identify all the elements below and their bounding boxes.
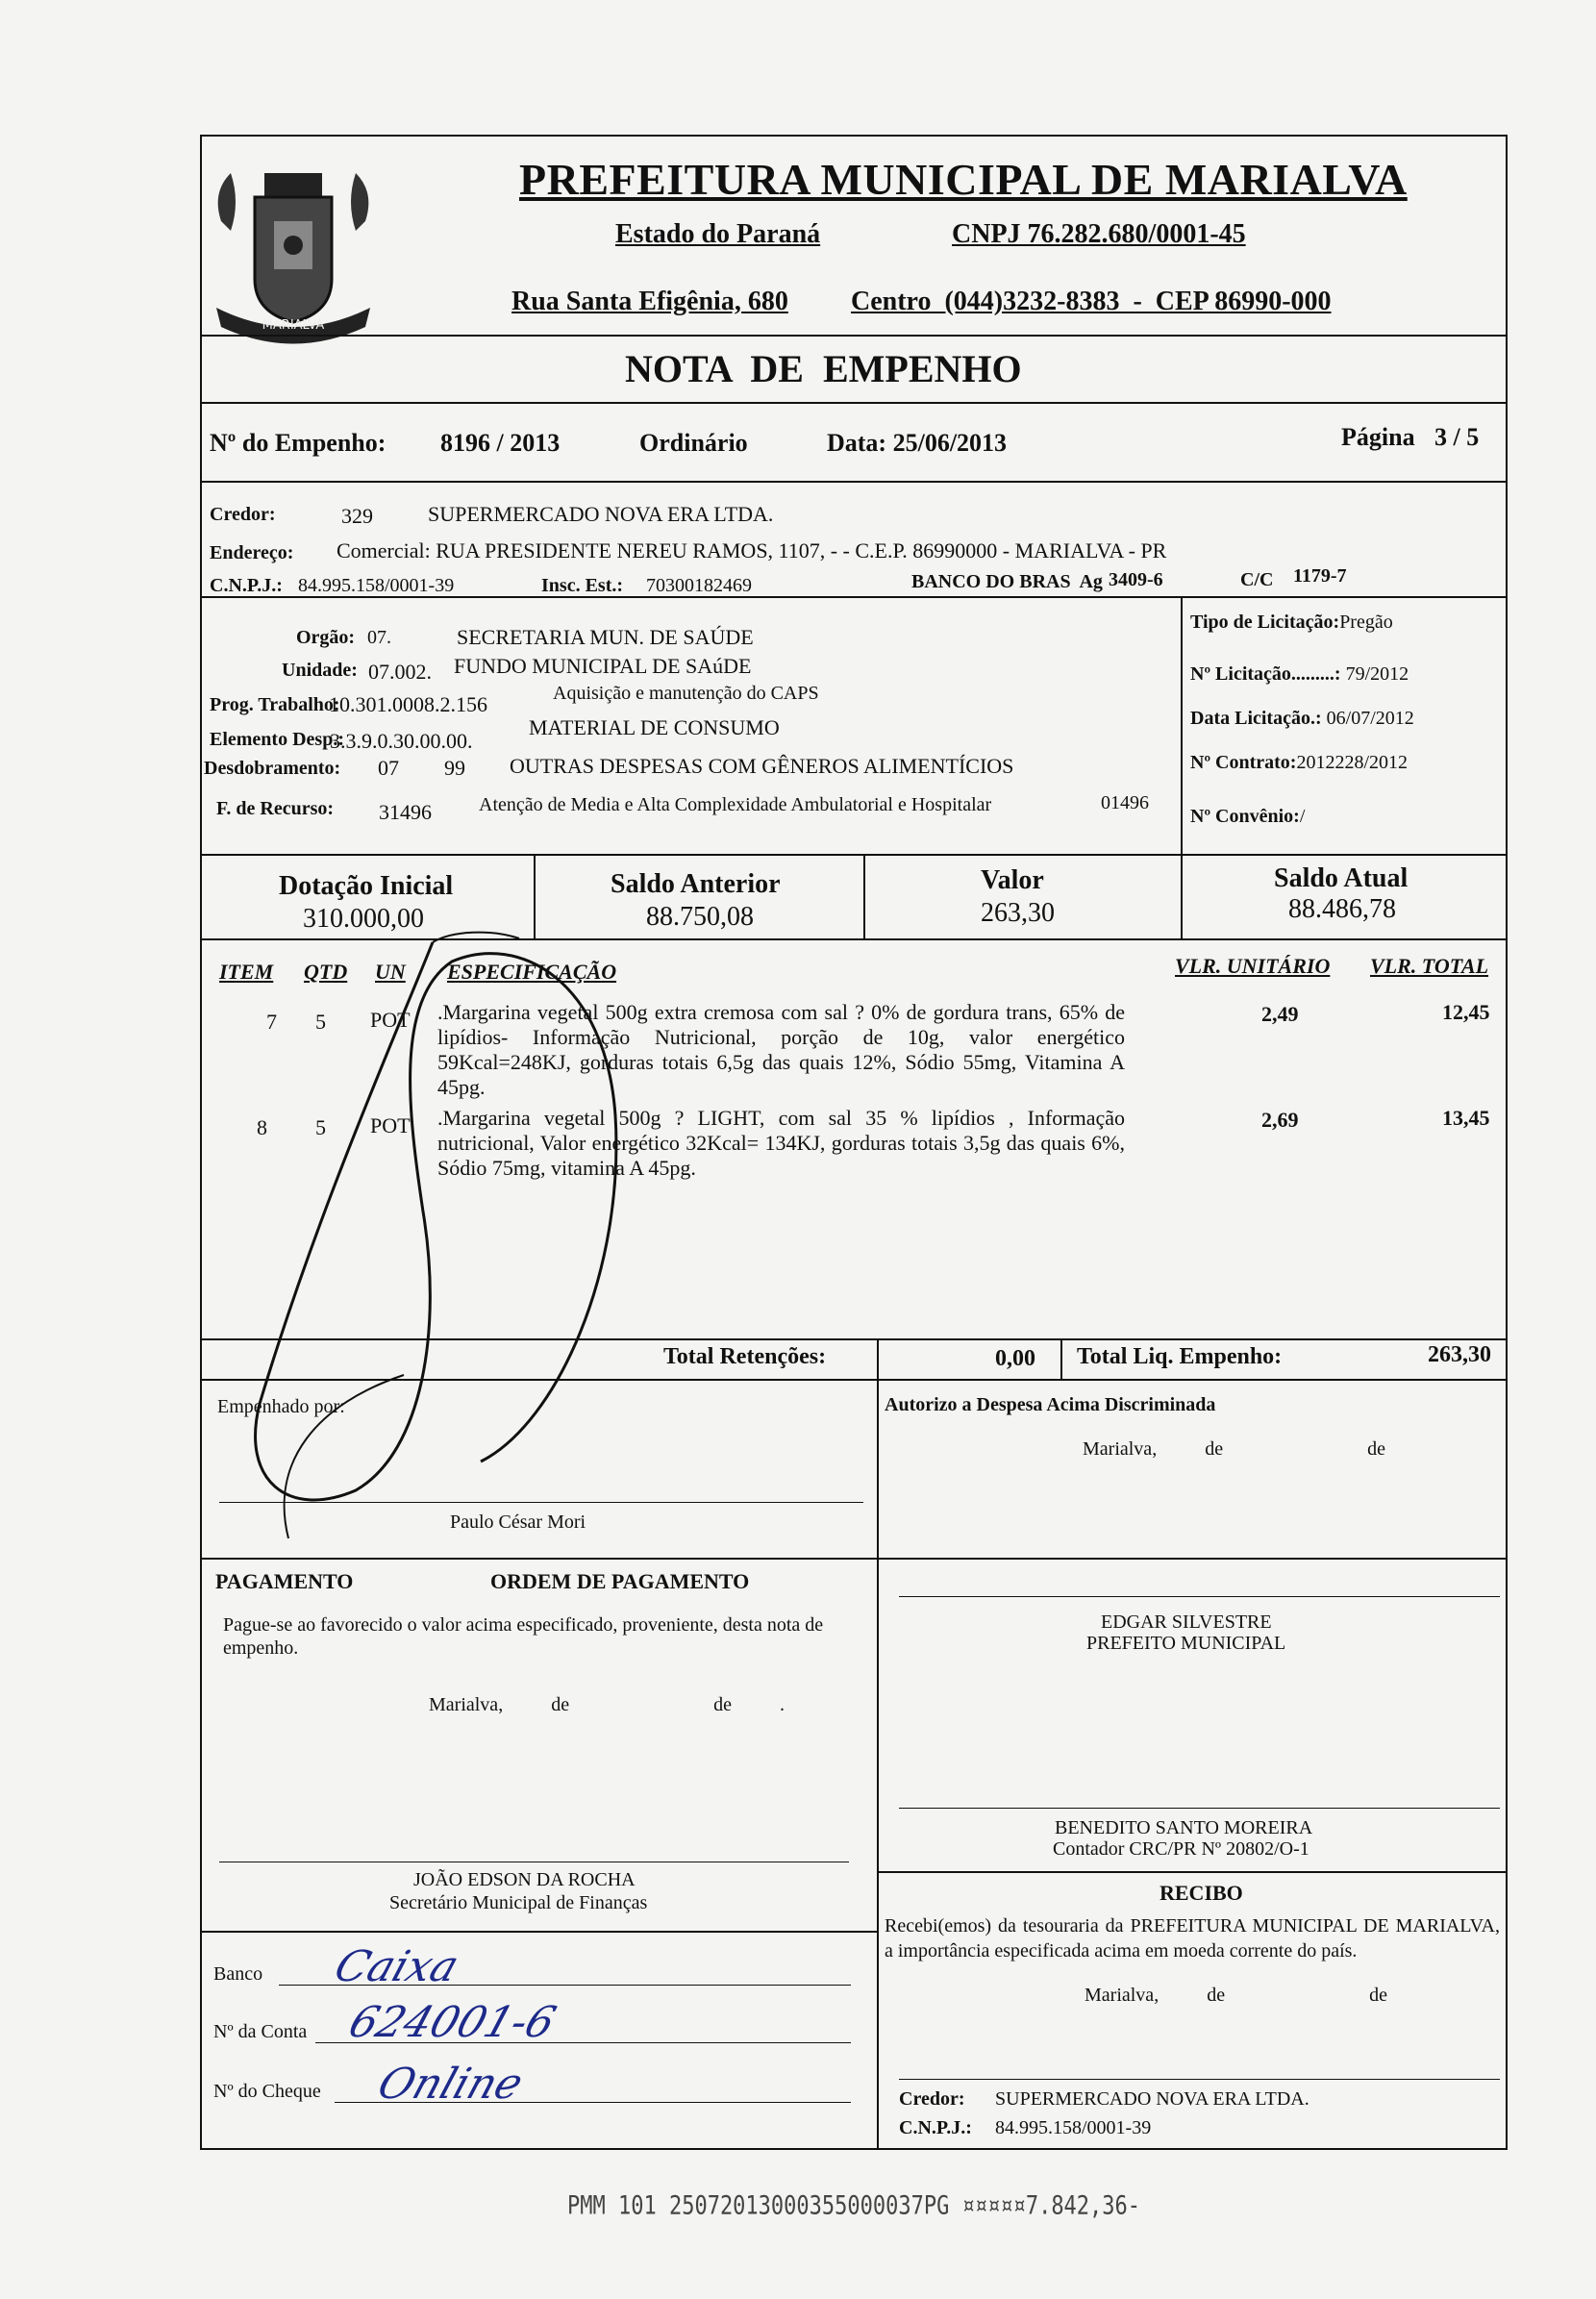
edgar-name: EDGAR SILVESTRE: [1101, 1612, 1272, 1633]
saldo-atual-label: Saldo Atual: [1274, 863, 1409, 893]
elemento-label: Elemento Desp.:: [210, 729, 344, 750]
empenhado-por-label: Empenhado por:: [217, 1396, 345, 1417]
saldo-anterior-value: 88.750,08: [646, 902, 754, 932]
banco-label: Banco: [213, 1963, 263, 1985]
prog-name: Aquisição e manutenção do CAPS: [553, 683, 819, 704]
col-vlr-unitario: VLR. UNITÁRIO: [1175, 954, 1331, 978]
valor-label: Valor: [981, 865, 1044, 895]
autorizo-date-line: Marialva, de de: [1083, 1438, 1385, 1460]
table-row-unit: 2,49: [1261, 1002, 1299, 1026]
handwritten-signature-loop: [202, 923, 644, 1538]
table-row-desc: .Margarina vegetal 500g ? LIGHT, com sal 35 % lipídios , Informação nutricional, Valor energético 32Kcal= 134KJ, gorduras totais 3,5g das quais 6%, Sódio 75mg, vitamina A 45pg.: [437, 1106, 1125, 1180]
empenho-type: Ordinário: [639, 429, 748, 457]
saldo-anterior-label: Saldo Anterior: [611, 869, 781, 899]
page-label: Página: [1341, 423, 1415, 451]
table-row-qtd: 5: [315, 1010, 326, 1034]
credor-cnpj: 84.995.158/0001-39: [298, 575, 455, 596]
paulo-name: Paulo César Mori: [450, 1512, 586, 1533]
orgao-name: SECRETARIA MUN. DE SAÚDE: [457, 625, 754, 649]
contact-label: Centro (044)3232-8383 - CEP 86990-000: [851, 287, 1332, 316]
cnpj-label: CNPJ 76.282.680/0001-45: [952, 219, 1246, 249]
benedito-role: Contador CRC/PR Nº 20802/O-1: [1053, 1838, 1309, 1860]
col-qtd: QTD: [304, 960, 348, 984]
saldo-atual-value: 88.486,78: [1288, 894, 1396, 924]
licitacao-date-value: 06/07/2012: [1326, 708, 1414, 729]
cheque-handwritten: Online: [371, 2060, 530, 2109]
table-row-un: POT: [370, 1113, 411, 1137]
pagamento-label: PAGAMENTO: [215, 1569, 354, 1593]
svg-text:MARIALVA: MARIALVA: [262, 318, 325, 333]
conta-handwritten: 624001-6: [342, 1998, 562, 2047]
benedito-name: BENEDITO SANTO MOREIRA: [1055, 1817, 1313, 1838]
dotacao-value: 310.000,00: [303, 904, 424, 934]
prog-label: Prog. Trabalho:: [210, 694, 340, 715]
orgao-code: 07.: [367, 627, 391, 648]
col-item: ITEM: [219, 960, 274, 984]
elemento-name: MATERIAL DE CONSUMO: [529, 715, 780, 739]
empenho-date: Data: 25/06/2013: [827, 429, 1008, 457]
credor-code: 329: [341, 504, 373, 528]
table-row-total: 12,45: [1442, 1000, 1490, 1024]
total-liquido-label: Total Liq. Empenho:: [1077, 1344, 1283, 1369]
recibo-cnpj-label: C.N.P.J.:: [899, 2117, 972, 2138]
recibo-credor-label: Credor:: [899, 2088, 965, 2110]
bank-name: BANCO DO BRAS Ag: [911, 571, 1103, 592]
page-number: 3 / 5: [1434, 423, 1480, 451]
table-row-desc: .Margarina vegetal 500g extra cremosa com sal ? 0% de gordura trans, 65% de lipídios- Informação Nutricional, porção de 10g, valor energético 59Kcal=248KJ, gorduras totais 6,5g das quais 12%, Sódio 55mg, Vitamina A 45pg.: [437, 1000, 1125, 1099]
unidade-label: Unidade:: [282, 660, 358, 681]
orgao-label: Orgão:: [296, 627, 356, 648]
table-row-item: 7: [266, 1010, 277, 1034]
contrato-label: Nº Contrato:2012228/2012: [1190, 752, 1409, 773]
address-field-label: Endereço:: [210, 542, 294, 563]
cc-label: C/C: [1240, 569, 1274, 590]
col-un: UN: [375, 960, 406, 984]
recurso-name: Atenção de Media e Alta Complexidade Ambulatorial e Hospitalar: [479, 794, 992, 815]
licitacao-date-label: Data Licitação.: 06/07/2012: [1190, 708, 1414, 729]
unidade-name: FUNDO MUNICIPAL DE SAúDE: [454, 654, 752, 678]
licitacao-number-label: Nº Licitação.........: 79/2012: [1190, 663, 1409, 685]
dotacao-label: Dotação Inicial: [279, 871, 454, 901]
table-row-item: 8: [257, 1115, 267, 1139]
table-row-unit: 2,69: [1261, 1108, 1299, 1132]
table-row-un: POT: [370, 1008, 411, 1032]
recurso-code: 31496: [379, 800, 432, 824]
prog-code: 10.301.0008.2.156: [329, 692, 487, 716]
pagamento-date-line: Marialva, de de .: [429, 1694, 785, 1715]
desdobramento-code-2: 99: [444, 756, 465, 780]
insc-value: 70300182469: [646, 575, 752, 596]
empenho-number-label: Nº do Empenho:: [210, 429, 387, 457]
table-row-total: 13,45: [1442, 1106, 1490, 1130]
cnpj-field-label: C.N.P.J.:: [210, 575, 283, 596]
bank-agency: 3409-6: [1109, 569, 1163, 590]
insc-label: Insc. Est.:: [541, 575, 624, 596]
credor-address: Comercial: RUA PRESIDENTE NEREU RAMOS, 1107, - - C.E.P. 86990000 - MARIALVA - PR: [337, 538, 1167, 562]
recurso-label: F. de Recurso:: [216, 798, 335, 819]
page-title: PREFEITURA MUNICIPAL DE MARIALVA: [519, 155, 1408, 204]
table-row-qtd: 5: [315, 1115, 326, 1139]
recurso-code-2: 01496: [1101, 792, 1149, 813]
address-label: Rua Santa Efigênia, 680: [511, 287, 788, 316]
credor-name: SUPERMERCADO NOVA ERA LTDA.: [428, 502, 774, 526]
recibo-label: RECIBO: [1160, 1881, 1243, 1905]
joao-name: JOÃO EDSON DA ROCHA: [413, 1869, 636, 1890]
desdobramento-code-1: 07: [378, 756, 399, 780]
conta-label: Nº da Conta: [213, 2021, 308, 2042]
cc-value: 1179-7: [1293, 565, 1347, 587]
document-title: NOTA DE EMPENHO: [625, 347, 1022, 390]
col-especificacao: ESPECIFICAÇÃO: [447, 960, 617, 984]
cheque-label: Nº do Cheque: [213, 2081, 321, 2102]
edgar-role: PREFEITO MUNICIPAL: [1086, 1633, 1286, 1654]
tipo-licitacao-value: Pregão: [1339, 612, 1393, 633]
credor-label: Credor:: [210, 504, 276, 525]
unidade-code: 07.002.: [368, 660, 432, 684]
autorizo-label: Autorizo a Despesa Acima Discriminada: [885, 1394, 1216, 1415]
elemento-code: 3.3.9.0.30.00.00.: [330, 729, 473, 753]
contrato-value: 2012228/2012: [1296, 752, 1409, 773]
valor-value: 263,30: [981, 898, 1055, 928]
total-retencoes-label: Total Retenções:: [663, 1344, 827, 1369]
pague-text: Pague-se ao favorecido o valor acima especificado, proveniente, desta nota de empenho.: [223, 1614, 824, 1659]
footer-stamp: PMM 101 25072013000355000037PG ¤¤¤¤¤7.842,36-: [567, 2191, 1141, 2221]
tipo-licitacao-label: Tipo de Licitação:Pregão: [1190, 612, 1393, 633]
coat-of-arms-emblem: [202, 154, 385, 346]
desdobramento-label: Desdobramento:: [204, 758, 341, 779]
recibo-cnpj-value: 84.995.158/0001-39: [995, 2117, 1152, 2138]
joao-role: Secretário Municipal de Finanças: [389, 1892, 648, 1913]
empenho-number: 8196 / 2013: [440, 429, 561, 457]
ordem-pagamento-label: ORDEM DE PAGAMENTO: [490, 1569, 750, 1593]
convenio-label: Nº Convênio:/: [1190, 806, 1306, 827]
banco-handwritten: Caixa: [328, 1942, 465, 1991]
desdobramento-name: OUTRAS DESPESAS COM GÊNEROS ALIMENTÍCIOS: [510, 754, 1014, 778]
col-vlr-total: VLR. TOTAL: [1370, 954, 1489, 978]
recibo-credor-value: SUPERMERCADO NOVA ERA LTDA.: [995, 2088, 1309, 2110]
licitacao-number-value: 79/2012: [1345, 663, 1409, 685]
recibo-date-line: Marialva, de de: [1085, 1985, 1387, 2006]
state-label: Estado do Paraná: [615, 219, 821, 249]
total-retencoes-value: 0,00: [995, 1346, 1035, 1371]
recibo-text: Recebi(emos) da tesouraria da PREFEITURA MUNICIPAL DE MARIALVA, a importância especificada acima em moeda corrente do país.: [885, 1915, 1500, 1962]
total-liquido-value: 263,30: [1428, 1342, 1491, 1367]
convenio-value: /: [1299, 806, 1306, 827]
